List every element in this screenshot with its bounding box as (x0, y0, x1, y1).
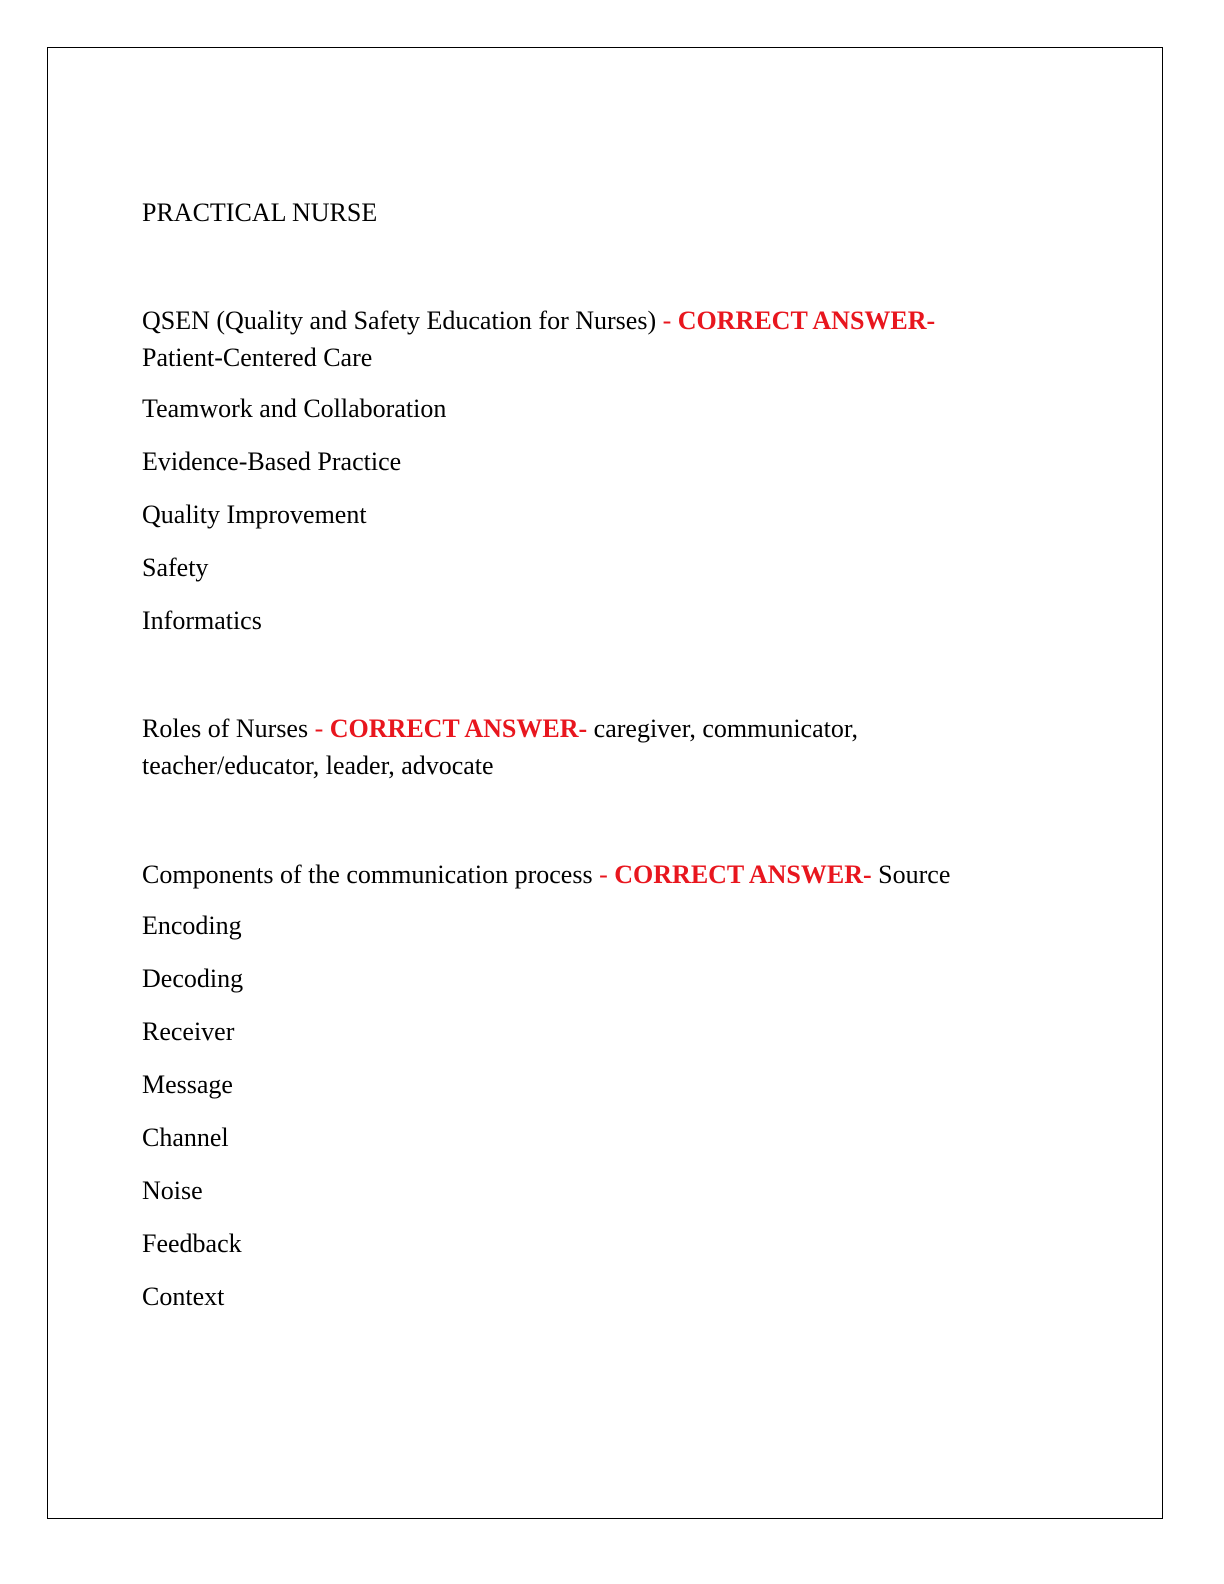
list-item: Decoding (142, 964, 244, 993)
marker-dash: - (662, 306, 678, 335)
qa-entry-qsen (142, 302, 1062, 638)
list-item: Receiver (142, 1017, 235, 1046)
answer-inline-text: Source (871, 860, 951, 889)
marker-dash: - (599, 860, 615, 889)
qa-entry-communication (142, 856, 1062, 1314)
list-item: Evidence-Based Practice (142, 447, 402, 476)
list-item: Safety (142, 553, 209, 582)
document-title: PRACTICAL NURSE (142, 198, 378, 227)
list-item: Message (142, 1070, 233, 1099)
list-item: Feedback (142, 1229, 242, 1258)
correct-answer-marker (599, 860, 872, 889)
list-item: Teamwork and Collaboration (142, 394, 447, 423)
marker-text: CORRECT ANSWER- (329, 714, 588, 743)
question-text: Roles of Nurses (142, 714, 315, 743)
answer-line: teacher/educator, leader, advocate (142, 751, 494, 780)
list-item: Context (142, 1282, 225, 1311)
question-line (142, 856, 1062, 893)
list-item: Noise (142, 1176, 203, 1205)
correct-answer-marker (663, 306, 936, 335)
document-page (47, 47, 1163, 1519)
marker-text: CORRECT ANSWER- (677, 306, 936, 335)
list-item: Quality Improvement (142, 500, 367, 529)
list-item: Encoding (142, 911, 242, 940)
marker-text: CORRECT ANSWER- (614, 860, 872, 889)
marker-dash: - (314, 714, 330, 743)
list-item: Channel (142, 1123, 229, 1152)
question-line (142, 302, 1062, 339)
question-line (142, 710, 1062, 747)
answer-line: Patient-Centered Care (142, 343, 373, 372)
question-text: Components of the communication process (142, 860, 600, 889)
correct-answer-marker (315, 714, 588, 743)
document-content (142, 196, 1062, 1314)
qa-entry-roles (142, 710, 1062, 784)
list-item: Informatics (142, 606, 262, 635)
answer-inline-text: caregiver, communicator, (587, 714, 858, 743)
question-text: QSEN (Quality and Safety Education for Nurses) (142, 306, 663, 335)
